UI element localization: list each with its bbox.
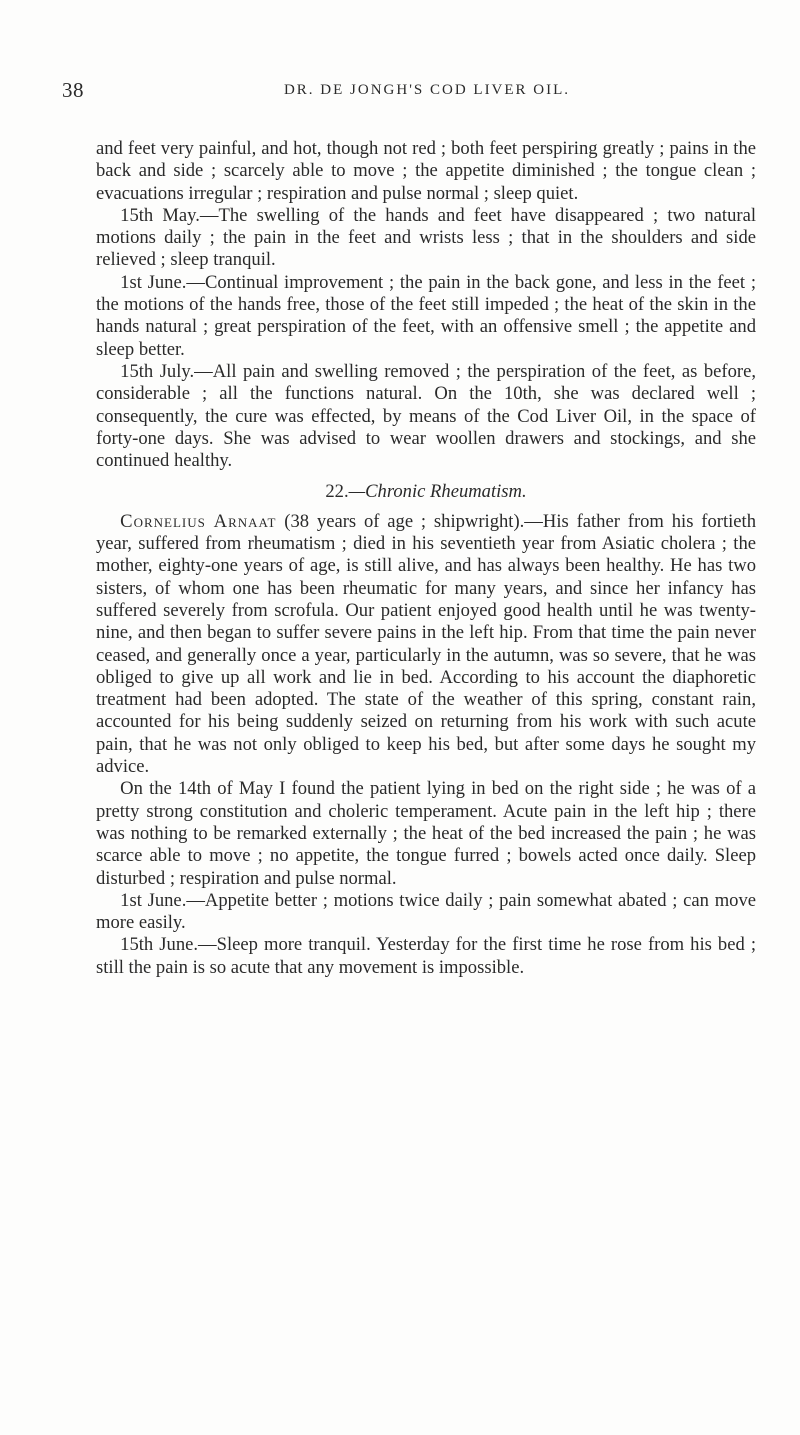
case-heading xyxy=(96,481,756,503)
paragraph-1st-june: 1st June.—Continual improvement ; the pain in the back gone, and less in the feet ; the motions of the hands free, those of the feet still impeded ; the heat of the skin in the hands natural ; great perspiration of the feet, with an offensive smell ; the appetite and sleep better. xyxy=(96,271,756,360)
running-head xyxy=(62,78,752,112)
paragraph-continued: and feet very painful, and hot, though not red ; both feet perspiring greatly ; pains in the back and side ; scarcely able to move ; the appetite diminished ; the tongue clean ; evacuations irregular ; respiration and pulse normal ; sleep quiet. xyxy=(96,138,756,204)
patient-name: Cornelius Arnaat xyxy=(120,510,277,532)
case-number: 22. xyxy=(325,481,349,503)
case-title: —Chronic Rheumatism. xyxy=(348,481,527,503)
body-text xyxy=(96,138,756,979)
case-intro-text: (38 years of age ; shipwright).—His father from his fortieth year, suffered from rheumatism ; died in his seventieth year from Asiatic cholera ; the mother, eighty-one years of age, is still alive, and has always been healthy. He has two sisters, of whom one has been rheumatic for many years, and since her infancy has suffered severely from scrofula. Our patient enjoyed good health until he was twenty-nine, and then began to suffer severe pains in the left hip. From that time the pain never ceased, and generally once a year, particularly in the autumn, was so severe, that he was obliged to give up all work and lie in bed. According to his account the diaphoretic treatment had been adopted. The state of the weather of this spring, constant rain, accounted for his being suddenly seized on returning from his work with such acute pain, that he was not only obliged to keep his bed, but after some days he sought my advice. xyxy=(96,510,756,778)
case-intro-paragraph xyxy=(96,511,756,779)
paragraph-15th-july: 15th July.—All pain and swelling removed ; the perspiration of the feet, as before, considerable ; all the functions natural. On the 10th, she was declared well ; consequently, the cure was effected, by means of the Cod Liver Oil, in the space of forty-one days. She was advised to wear woollen drawers and stockings, and she continued healthy. xyxy=(96,360,756,472)
running-title: DR. DE JONGH'S COD LIVER OIL. xyxy=(283,82,571,98)
page-number: 38 xyxy=(62,78,84,102)
case-paragraph-15th-june: 15th June.—Sleep more tranquil. Yesterday for the first time he rose from his bed ; still the pain is so acute that any movement is impossible. xyxy=(96,934,756,978)
paragraph-15th-may: 15th May.—The swelling of the hands and feet have disappeared ; two natural motions daily ; the pain in the feet and wrists less ; that in the shoulders and side relieved ; sleep tranquil. xyxy=(96,204,756,271)
case-paragraph-1st-june: 1st June.—Appetite better ; motions twice daily ; pain somewhat abated ; can move more easily. xyxy=(96,889,756,934)
case-paragraph-14th-may: On the 14th of May I found the patient lying in bed on the right side ; he was of a pretty strong constitution and choleric temperament. Acute pain in the left hip ; there was nothing to be remarked externally ; the heat of the bed increased the pain ; he was scarce able to move ; no appetite, the tongue furred ; bowels acted once daily. Sleep disturbed ; respiration and pulse normal. xyxy=(96,778,756,889)
